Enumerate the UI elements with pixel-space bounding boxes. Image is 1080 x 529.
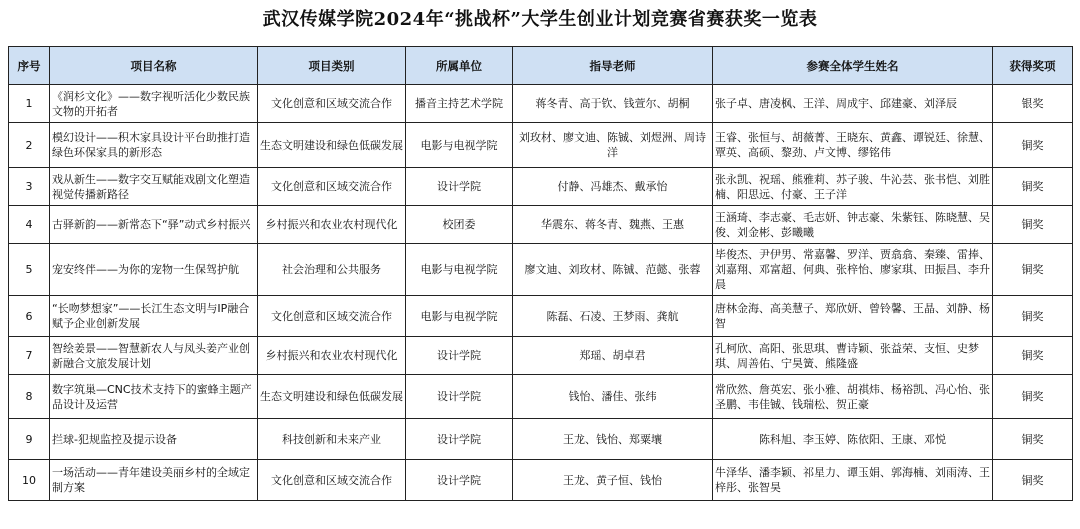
cell-project-name: “长吻梦想家”——长江生态文明与IP融合赋予企业创新发展 bbox=[50, 296, 258, 337]
cell-students: 王睿、张恒与、胡薇菁、王晓东、黄鑫、谭锐廷、徐慧、覃英、高硕、黎劲、卢文博、缪铭伟 bbox=[713, 123, 993, 168]
cell-award: 铜奖 bbox=[993, 460, 1073, 501]
cell-award: 铜奖 bbox=[993, 296, 1073, 337]
cell-unit: 设计学院 bbox=[406, 168, 513, 206]
cell-award: 铜奖 bbox=[993, 337, 1073, 375]
cell-project-name: 一场活动——青年建设美丽乡村的全域定制方案 bbox=[50, 460, 258, 501]
cell-index: 5 bbox=[9, 244, 50, 296]
cell-teachers: 王龙、钱怡、郑粟壤 bbox=[513, 419, 713, 460]
cell-unit: 设计学院 bbox=[406, 375, 513, 419]
table-row bbox=[9, 460, 1073, 501]
table-row bbox=[9, 206, 1073, 244]
cell-teachers: 付静、冯雄杰、戴承怡 bbox=[513, 168, 713, 206]
cell-project-name: 《润杉文化》——数字视听活化少数民族文物的开拓者 bbox=[50, 85, 258, 123]
cell-students: 陈科旭、李玉婷、陈依阳、王康、邓悦 bbox=[713, 419, 993, 460]
cell-teachers: 王龙、黄子恒、钱怡 bbox=[513, 460, 713, 501]
cell-teachers: 华震东、蒋冬青、魏燕、王惠 bbox=[513, 206, 713, 244]
header-project-category: 项目类别 bbox=[258, 47, 406, 85]
header-index: 序号 bbox=[9, 47, 50, 85]
header-unit: 所属单位 bbox=[406, 47, 513, 85]
cell-unit: 电影与电视学院 bbox=[406, 123, 513, 168]
cell-project-name: 数字筑巢—CNC技术支持下的蜜蜂主题产品设计及运营 bbox=[50, 375, 258, 419]
cell-category: 文化创意和区域交流合作 bbox=[258, 296, 406, 337]
cell-category: 乡村振兴和农业农村现代化 bbox=[258, 206, 406, 244]
page-title: 武汉传媒学院2024年“挑战杯”大学生创业计划竞赛省赛获奖一览表 bbox=[262, 9, 818, 30]
cell-unit: 设计学院 bbox=[406, 460, 513, 501]
table-row bbox=[9, 337, 1073, 375]
cell-project-name: 拦球-犯规监控及提示设备 bbox=[50, 419, 258, 460]
cell-category: 文化创意和区域交流合作 bbox=[258, 460, 406, 501]
cell-project-name: 古驿新韵——新常态下“驿”动式乡村振兴 bbox=[50, 206, 258, 244]
cell-category: 社会治理和公共服务 bbox=[258, 244, 406, 296]
cell-teachers: 廖文迪、刘玫材、陈铖、范懿、张蓉 bbox=[513, 244, 713, 296]
cell-category: 文化创意和区域交流合作 bbox=[258, 85, 406, 123]
cell-award: 银奖 bbox=[993, 85, 1073, 123]
cell-students: 牛泽华、潘李颖、祁星力、谭玉娟、郭海楠、刘雨涛、王梓彤、张智昊 bbox=[713, 460, 993, 501]
header-award: 获得奖项 bbox=[993, 47, 1073, 85]
cell-project-name: 模幻设计——积木家具设计平台助推打造绿色环保家具的新形态 bbox=[50, 123, 258, 168]
cell-index: 4 bbox=[9, 206, 50, 244]
cell-students: 唐林金海、高美慧子、郑欣妍、曾铃馨、王晶、刘静、杨智 bbox=[713, 296, 993, 337]
cell-unit: 设计学院 bbox=[406, 419, 513, 460]
cell-index: 7 bbox=[9, 337, 50, 375]
cell-award: 铜奖 bbox=[993, 419, 1073, 460]
header-students: 参赛全体学生姓名 bbox=[713, 47, 993, 85]
cell-teachers: 钱怡、潘佳、张纬 bbox=[513, 375, 713, 419]
cell-category: 生态文明建设和绿色低碳发展 bbox=[258, 123, 406, 168]
cell-unit: 设计学院 bbox=[406, 337, 513, 375]
table-row bbox=[9, 375, 1073, 419]
cell-students: 常欣然、詹英宏、张小雅、胡祺炜、杨裕凯、冯心怡、张圣鹏、韦佳铖、钱瑞松、贺正豪 bbox=[713, 375, 993, 419]
table-row bbox=[9, 168, 1073, 206]
cell-unit: 电影与电视学院 bbox=[406, 296, 513, 337]
cell-index: 8 bbox=[9, 375, 50, 419]
header-project-name: 项目名称 bbox=[50, 47, 258, 85]
table-row bbox=[9, 244, 1073, 296]
table-row bbox=[9, 85, 1073, 123]
cell-teachers: 郑瑶、胡卓君 bbox=[513, 337, 713, 375]
cell-award: 铜奖 bbox=[993, 244, 1073, 296]
cell-category: 生态文明建设和绿色低碳发展 bbox=[258, 375, 406, 419]
cell-award: 铜奖 bbox=[993, 375, 1073, 419]
cell-teachers: 蒋冬青、高于钦、钱萱尔、胡桐 bbox=[513, 85, 713, 123]
cell-project-name: 宠安终伴——为你的宠物一生保驾护航 bbox=[50, 244, 258, 296]
cell-project-name: 智绘姜景——智慧新农人与凤头姜产业创新融合文旅发展计划 bbox=[50, 337, 258, 375]
table-row bbox=[9, 419, 1073, 460]
cell-students: 毕俊杰、尹伊男、常嘉馨、罗洋、贾翕翕、秦臻、雷捧、刘嘉翔、邓富超、何典、张梓怡、廖家琪、田振昌、李升晨 bbox=[713, 244, 993, 296]
table-row bbox=[9, 123, 1073, 168]
table-row bbox=[9, 296, 1073, 337]
cell-award: 铜奖 bbox=[993, 206, 1073, 244]
cell-index: 3 bbox=[9, 168, 50, 206]
cell-students: 张永凯、祝瑶、熊雅莉、苏子骏、牛沁芸、张书恺、刘胜楠、阳思远、付豪、王子洋 bbox=[713, 168, 993, 206]
cell-index: 9 bbox=[9, 419, 50, 460]
cell-index: 10 bbox=[9, 460, 50, 501]
cell-award: 铜奖 bbox=[993, 123, 1073, 168]
cell-index: 2 bbox=[9, 123, 50, 168]
cell-unit: 电影与电视学院 bbox=[406, 244, 513, 296]
cell-index: 1 bbox=[9, 85, 50, 123]
table-header-row bbox=[9, 47, 1073, 85]
cell-category: 文化创意和区域交流合作 bbox=[258, 168, 406, 206]
cell-award: 铜奖 bbox=[993, 168, 1073, 206]
cell-students: 张子卓、唐凌枫、王洋、周成宇、邱建豪、刘泽辰 bbox=[713, 85, 993, 123]
cell-category: 科技创新和未来产业 bbox=[258, 419, 406, 460]
awards-table bbox=[8, 46, 1073, 501]
cell-students: 王涵琦、李志豪、毛志妍、钟志豪、朱紫钰、陈晓慧、吴俊、刘金彬、彭曦曦 bbox=[713, 206, 993, 244]
cell-category: 乡村振兴和农业农村现代化 bbox=[258, 337, 406, 375]
cell-teachers: 刘玫材、廖文迪、陈铖、刘煜洲、周诗洋 bbox=[513, 123, 713, 168]
cell-index: 6 bbox=[9, 296, 50, 337]
cell-teachers: 陈磊、石凌、王梦雨、龚航 bbox=[513, 296, 713, 337]
cell-unit: 校团委 bbox=[406, 206, 513, 244]
cell-unit: 播音主持艺术学院 bbox=[406, 85, 513, 123]
header-teachers: 指导老师 bbox=[513, 47, 713, 85]
cell-students: 孔柯欣、高阳、张思琪、曹诗颖、张益荣、支恒、史梦琪、周善佑、宁昊簧、熊隆盛 bbox=[713, 337, 993, 375]
cell-project-name: 戏从新生——数字交互赋能戏剧文化塑造视觉传播新路径 bbox=[50, 168, 258, 206]
